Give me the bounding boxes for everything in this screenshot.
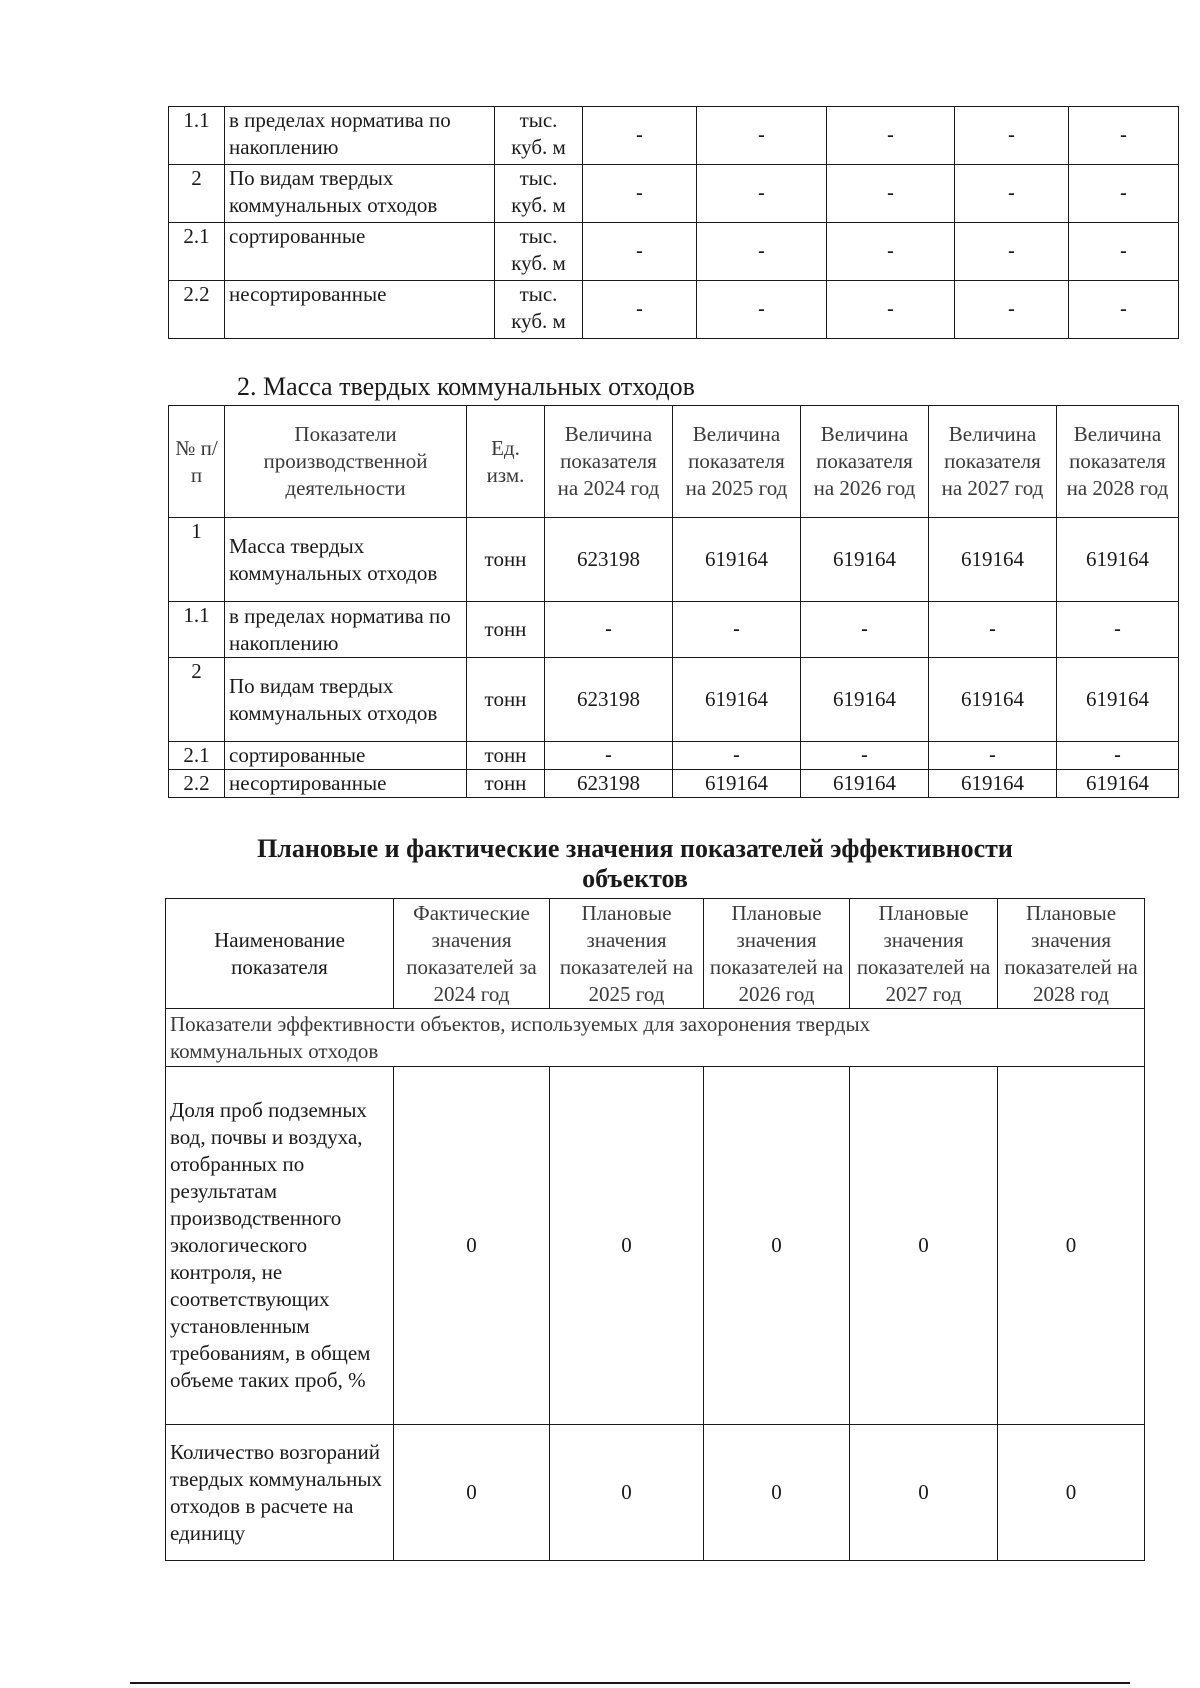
row-unit: тыс. куб. м <box>495 107 583 165</box>
row-name: в пределах норматива по накоплению <box>225 107 495 165</box>
value-cell: - <box>1069 223 1179 281</box>
row-number: 2.2 <box>169 281 225 339</box>
header-fact-2024: Фактические значения показателей за 2024 год <box>394 899 550 1009</box>
value-cell: - <box>697 107 827 165</box>
value-cell: 623198 <box>545 518 673 602</box>
row-number: 1 <box>169 518 225 602</box>
value-cell: 623198 <box>545 770 673 798</box>
table-row <box>169 107 1179 165</box>
table-row <box>169 602 1179 658</box>
value-cell: 619164 <box>801 518 929 602</box>
row-unit: тыс. куб. м <box>495 223 583 281</box>
row-name: сортированные <box>225 742 467 770</box>
row-unit: тонн <box>467 742 545 770</box>
value-cell: - <box>583 223 697 281</box>
waste-mass-table <box>168 405 1179 798</box>
table-row <box>166 1425 1145 1561</box>
header-year-2027: Величина показателя на 2027 год <box>929 406 1057 518</box>
value-cell: - <box>929 602 1057 658</box>
value-cell: 0 <box>998 1067 1145 1425</box>
header-plan-2028: Плановые значения показателей на 2028 год <box>998 899 1145 1009</box>
value-cell: 619164 <box>801 658 929 742</box>
row-unit: тонн <box>467 770 545 798</box>
table-row <box>169 165 1179 223</box>
value-cell: - <box>801 742 929 770</box>
table-row <box>169 281 1179 339</box>
value-cell: 619164 <box>673 770 801 798</box>
value-cell: - <box>955 281 1069 339</box>
row-number: 2 <box>169 165 225 223</box>
value-cell: - <box>583 165 697 223</box>
value-cell: 619164 <box>673 518 801 602</box>
value-cell: - <box>583 107 697 165</box>
row-number: 2.1 <box>169 742 225 770</box>
value-cell: 0 <box>704 1067 850 1425</box>
value-cell: - <box>827 223 955 281</box>
value-cell: - <box>697 281 827 339</box>
value-cell: - <box>827 281 955 339</box>
row-name: Масса твердых коммунальных отходов <box>225 518 467 602</box>
table-row <box>169 658 1179 742</box>
value-cell: 619164 <box>929 658 1057 742</box>
header-number: № п/п <box>169 406 225 518</box>
row-unit: тонн <box>467 518 545 602</box>
value-cell: - <box>801 602 929 658</box>
row-unit: тыс. куб. м <box>495 165 583 223</box>
row-name: несортированные <box>225 281 495 339</box>
header-plan-2025: Плановые значения показателей на 2025 год <box>550 899 704 1009</box>
value-cell: 619164 <box>1057 658 1179 742</box>
row-number: 2 <box>169 658 225 742</box>
value-cell: 0 <box>850 1425 998 1561</box>
section-title: Плановые и фактические значения показателей эффективности объектов <box>257 834 1013 893</box>
row-name: По видам твердых коммунальных отходов <box>225 658 467 742</box>
value-cell: 0 <box>550 1067 704 1425</box>
row-unit: тонн <box>467 658 545 742</box>
value-cell: - <box>955 223 1069 281</box>
value-cell: 0 <box>550 1425 704 1561</box>
row-number: 1.1 <box>169 602 225 658</box>
efficiency-indicators-table <box>165 898 1145 1561</box>
row-name: По видам твердых коммунальных отходов <box>225 165 495 223</box>
row-name: сортированные <box>225 223 495 281</box>
group-heading: Показатели эффективности объектов, используемых для захоронения твердых коммунальных отходов <box>166 1009 1145 1067</box>
value-cell: 619164 <box>1057 518 1179 602</box>
header-year-2028: Величина показателя на 2028 год <box>1057 406 1179 518</box>
table-row <box>169 518 1179 602</box>
value-cell: - <box>827 165 955 223</box>
value-cell: 0 <box>704 1425 850 1561</box>
value-cell: 0 <box>998 1425 1145 1561</box>
row-name: Доля проб подземных вод, почвы и воздуха, отобранных по результатам производственного экологического контроля, не соответствующих установленным требованиям, в общем объеме таких проб, % <box>166 1067 394 1425</box>
header-indicator: Показатели производственной деятельности <box>225 406 467 518</box>
table-header-row <box>166 899 1145 1009</box>
row-number: 2.2 <box>169 770 225 798</box>
value-cell: - <box>827 107 955 165</box>
table-row <box>169 742 1179 770</box>
value-cell: - <box>1069 165 1179 223</box>
value-cell: 619164 <box>801 770 929 798</box>
group-row <box>166 1009 1145 1067</box>
value-cell: - <box>1057 742 1179 770</box>
value-cell: 623198 <box>545 658 673 742</box>
header-unit: Ед. изм. <box>467 406 545 518</box>
row-name: в пределах норматива по накоплению <box>225 602 467 658</box>
page-bottom-rule <box>130 1682 1130 1684</box>
value-cell: - <box>1069 107 1179 165</box>
value-cell: - <box>673 602 801 658</box>
value-cell: 619164 <box>929 770 1057 798</box>
value-cell: - <box>955 165 1069 223</box>
value-cell: 0 <box>394 1425 550 1561</box>
value-cell: - <box>697 223 827 281</box>
value-cell: - <box>697 165 827 223</box>
section-caption: 2. Масса твердых коммунальных отходов <box>237 372 695 401</box>
value-cell: 619164 <box>929 518 1057 602</box>
header-indicator-name: Наименование показателя <box>166 899 394 1009</box>
value-cell: - <box>1069 281 1179 339</box>
value-cell: - <box>583 281 697 339</box>
value-cell: - <box>545 742 673 770</box>
value-cell: - <box>1057 602 1179 658</box>
row-name: Количество возгораний твердых коммунальных отходов в расчете на единицу <box>166 1425 394 1561</box>
row-name: несортированные <box>225 770 467 798</box>
header-plan-2026: Плановые значения показателей на 2026 год <box>704 899 850 1009</box>
row-unit: тыс. куб. м <box>495 281 583 339</box>
value-cell: - <box>545 602 673 658</box>
volume-table-continuation <box>168 106 1179 339</box>
table-row <box>166 1067 1145 1425</box>
table-row <box>169 770 1179 798</box>
table-row <box>169 223 1179 281</box>
value-cell: 0 <box>394 1067 550 1425</box>
header-year-2026: Величина показателя на 2026 год <box>801 406 929 518</box>
value-cell: - <box>955 107 1069 165</box>
header-year-2025: Величина показателя на 2025 год <box>673 406 801 518</box>
header-plan-2027: Плановые значения показателей на 2027 год <box>850 899 998 1009</box>
row-number: 1.1 <box>169 107 225 165</box>
row-unit: тонн <box>467 602 545 658</box>
value-cell: 619164 <box>673 658 801 742</box>
header-year-2024: Величина показателя на 2024 год <box>545 406 673 518</box>
value-cell: 0 <box>850 1067 998 1425</box>
row-number: 2.1 <box>169 223 225 281</box>
table-header-row <box>169 406 1179 518</box>
value-cell: 619164 <box>1057 770 1179 798</box>
value-cell: - <box>673 742 801 770</box>
value-cell: - <box>929 742 1057 770</box>
